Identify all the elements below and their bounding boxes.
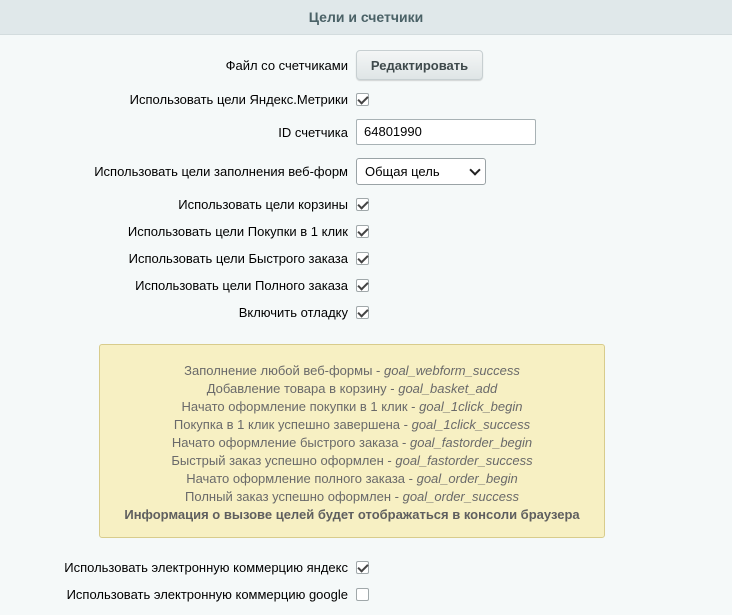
section-header <box>0 0 732 35</box>
counter-id-input[interactable]: 64801990 <box>356 119 536 145</box>
webform-goals-select[interactable] <box>356 158 486 185</box>
webform-goals-selected: Общая цель <box>365 164 440 179</box>
oneclick-goals-label: Использовать цели Покупки в 1 клик <box>127 224 348 239</box>
use-metrika-goals-label: Использовать цели Яндекс.Метрики <box>129 92 348 107</box>
debug-label: Включить отладку <box>238 305 348 320</box>
debug-checkbox[interactable] <box>356 306 369 319</box>
counter-id-label: ID счетчика <box>278 125 348 140</box>
note-line: Полный заказ успешно оформлен - goal_order_success <box>185 489 519 504</box>
goals-info-note <box>99 344 605 538</box>
edit-button[interactable]: Редактировать <box>356 50 483 80</box>
note-line: Начато оформление быстрого заказа - goal_fastorder_begin <box>171 435 533 450</box>
note-line: Начато оформление полного заказа - goal_order_begin <box>186 471 518 486</box>
note-line: Начато оформление покупки в 1 клик - goal_1click_begin <box>181 399 523 414</box>
fastorder-goals-checkbox[interactable] <box>356 252 369 265</box>
note-line: Быстрый заказ успешно оформлен - goal_fastorder_success <box>171 453 533 468</box>
basket-goals-label: Использовать цели корзины <box>178 197 348 212</box>
note-line: Добавление товара в корзину - goal_basket_add <box>206 381 498 396</box>
webform-goals-label: Использовать цели заполнения веб-форм <box>94 164 348 179</box>
yandex-ecommerce-label: Использовать электронную коммерцию яндекс <box>64 560 348 575</box>
yandex-ecommerce-checkbox[interactable] <box>356 561 369 574</box>
basket-goals-checkbox[interactable] <box>356 198 369 211</box>
note-footer: Информация о вызове целей будет отображаться в консоли браузера <box>124 507 580 522</box>
chevron-down-icon <box>469 164 480 175</box>
note-line: Покупка в 1 клик успешно завершена - goal_1click_success <box>173 417 531 432</box>
counters-file-label: Файл со счетчиками <box>225 58 348 73</box>
fastorder-goals-label: Использовать цели Быстрого заказа <box>128 251 348 266</box>
oneclick-goals-checkbox[interactable] <box>356 225 369 238</box>
fullorder-goals-checkbox[interactable] <box>356 279 369 292</box>
use-metrika-goals-checkbox[interactable] <box>356 93 369 106</box>
google-ecommerce-label: Использовать электронную коммерцию google <box>66 587 348 602</box>
fullorder-goals-label: Использовать цели Полного заказа <box>135 278 348 293</box>
google-ecommerce-checkbox[interactable] <box>356 588 369 601</box>
note-line: Заполнение любой веб-формы - goal_webform_success <box>184 363 520 378</box>
section-title: Цели и счетчики <box>308 9 424 25</box>
